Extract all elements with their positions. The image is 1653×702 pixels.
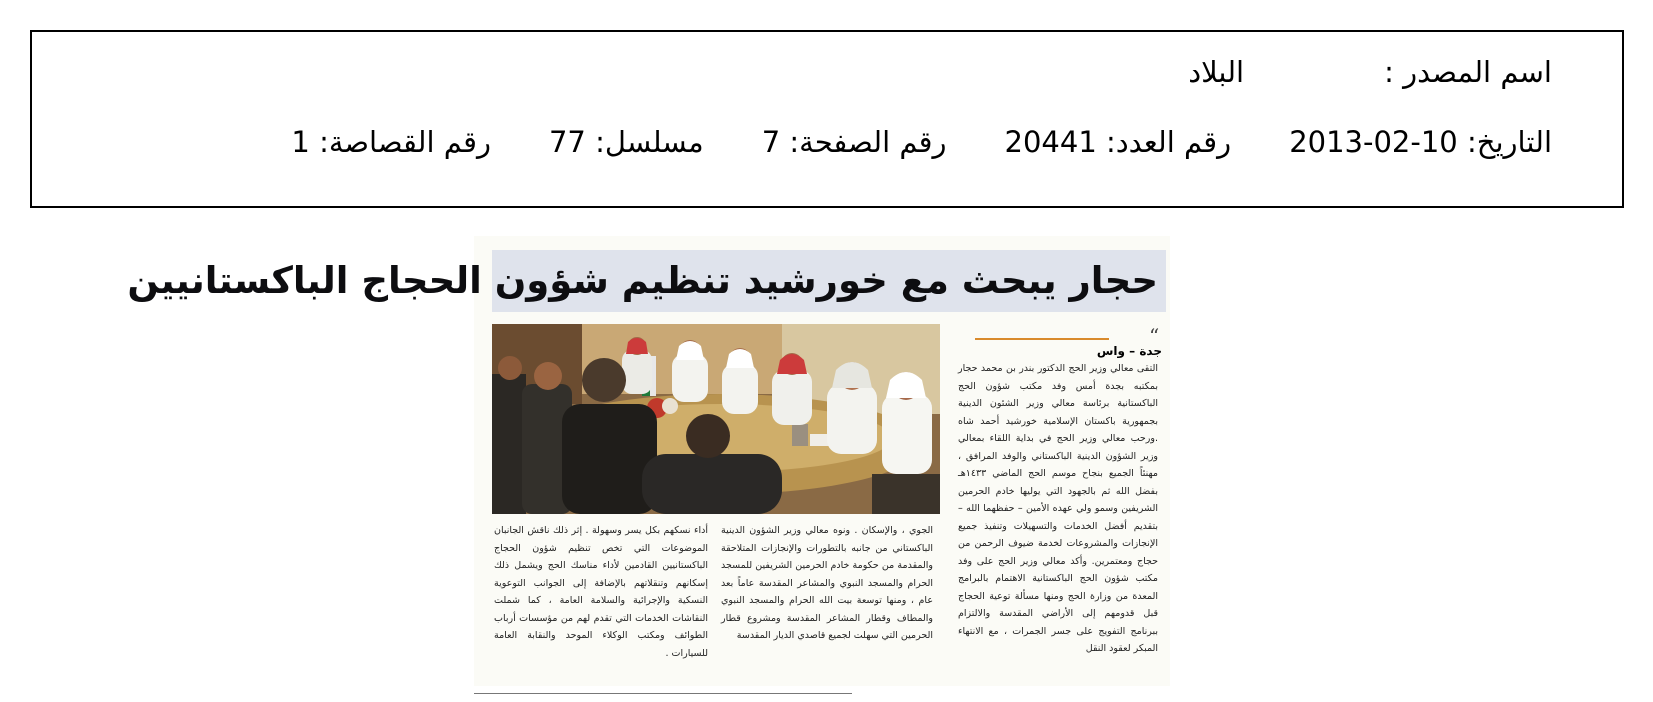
clip-label: رقم القصاصة: (319, 125, 491, 159)
serial-value: 77 (548, 125, 586, 159)
page-value: 7 (761, 125, 781, 159)
bottom-rule (474, 693, 852, 694)
article-column-left: أداء نسكهم بكل يسر وسهولة . إثر ذلك ناقش الجانبان الموضوعات التي تخص تنظيم شؤون الحجاج الباكستانيين القادمين لأداء مناسك الحج ويشمل ذلك إسكانهم وتنقلاتهم بالإضافة إلى الجوانب التوعوية النسكية والإجرائية والسلامة العامة ، كما شملت النقاشات الخدمات التي تقدم لهم من مؤسسات أرباب الطوائف ومكتب الوكلاء الموحد والنقابة العامة للسيارات . (494, 525, 708, 659)
quote-mark: “ (1149, 324, 1160, 348)
meeting-photo (492, 324, 940, 514)
issue-value: 20441 (1004, 125, 1097, 159)
headline-band (127, 250, 1166, 312)
source-label: اسم المصدر : (1384, 55, 1552, 89)
serial-label: مسلسل: (595, 125, 704, 159)
source-value: البلاد (1188, 55, 1245, 89)
source-row (1188, 54, 1552, 90)
newspaper-clipping (127, 236, 1170, 686)
article-column-middle: الجوي ، والإسكان . ونوه معالي وزير الشؤون الدينية الباكستاني من جانبه بالتطورات والإنجازات المتلاحقة والمقدمة من حكومة خادم الحرمين الشريفين للمسجد الحرام والمسجد النبوي والمشاعر المقدسة عاماً بعد عام ، ومنها توسعة بيت الله الحرام والمسجد النبوي والمطاف وقطار المشاعر المقدسة ومشروع قطار الحرمين التي سهلت لجميع قاصدي الديار المقدسة (721, 525, 933, 641)
article-column-right: التقى معالي وزير الحج الدكتور بندر بن محمد حجار بمكتبه بجدة أمس وفد مكتب شؤون الحج الباكستانية برئاسة معالي وزير الشئون الدينية بجمهورية باكستان الإسلامية خورشيد أحمد شاه .ورحب معالي وزير الحج في بداية اللقاء بمعالي وزير الشؤون الدينية الباكستاني والوفد المرافق ، مهنئاً الجميع بنجاح موسم الحج الماضي ١٤٣٣هـ بفضل الله ثم بالجهود التي يوليها خادم الحرمين الشريفين وسمو ولي عهده الأمين – حفظهما الله – بتقديم أفضل الخدمات والتسهيلات وتنفيذ جميع الإنجازات والمشروعات لخدمة ضيوف الرحمن من حجاج ومعتمرين. وأكد معالي وزير الحج على وفد مكتب شؤون الحج الباكستانية الاهتمام بالبرامج المعدة من وزارة الحج ومنها مسألة توعية الحجاج قبل قدومهم إلى الأراضي المقدسة والالتزام ببرنامج التفويج على جسر الجمرات ، مع الانتهاء المبكر لعقود النقل (958, 363, 1158, 654)
date-label: التاريخ: (1466, 125, 1552, 159)
source-info-box (30, 30, 1624, 208)
metadata-row (291, 124, 1552, 160)
article-dateline: جدة – واس (1096, 344, 1162, 358)
accent-rule (975, 338, 1109, 340)
article-headline: حجار يبحث مع خورشيد تنظيم شؤون الحجاج الباكستانيين (127, 259, 1158, 302)
page-label: رقم الصفحة: (789, 125, 947, 159)
date-value: 2013-02-10 (1289, 125, 1458, 159)
issue-label: رقم العدد: (1106, 125, 1232, 159)
clip-value: 1 (291, 125, 310, 159)
